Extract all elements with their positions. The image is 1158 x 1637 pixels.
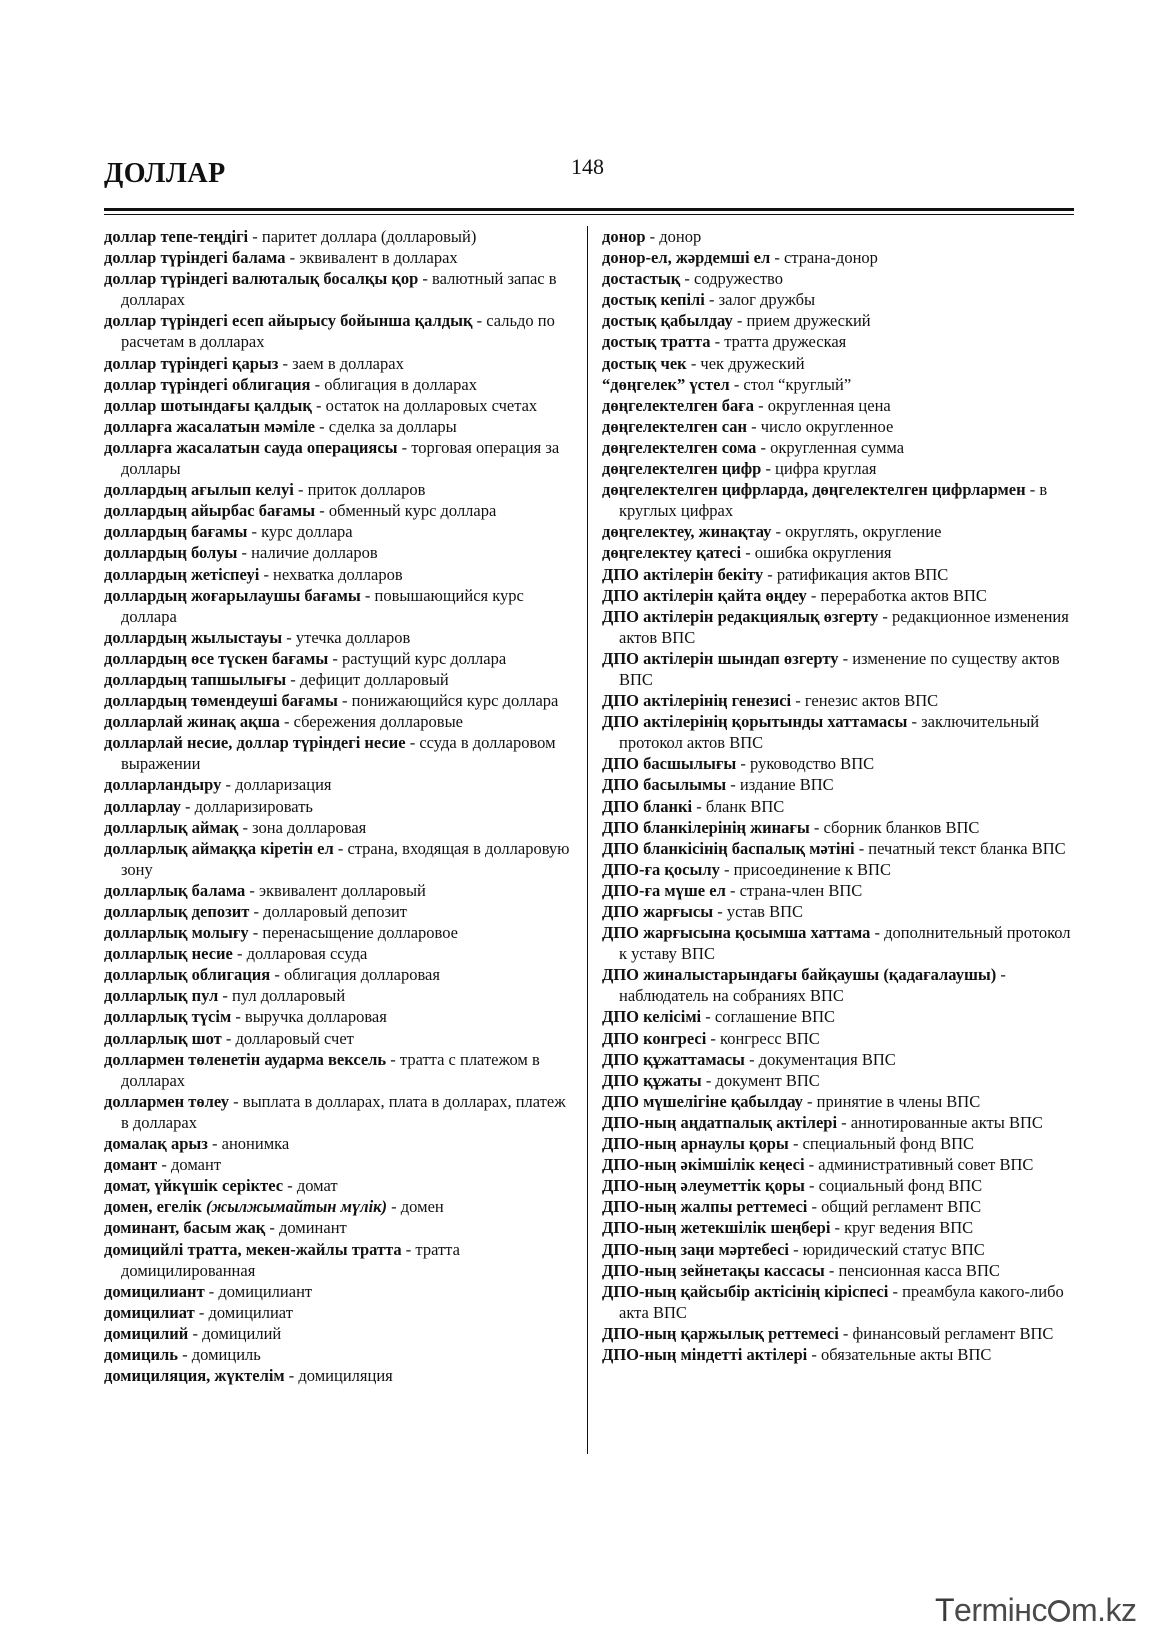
entry-definition: - долларовая ссуда [232,944,368,964]
entry-definition: - дополнительный протокол к уставу ВПС [619,923,1071,964]
entry-definition: - общий регламент ВПС [807,1197,982,1217]
entry-definition: - нехватка долларов [259,564,403,584]
entry-term: доллармен төлеу [104,1091,230,1111]
dictionary-entry [602,648,1074,690]
entry-term: ДПО актілерінің генезисі [602,691,792,711]
dictionary-entry [104,353,574,374]
dictionary-entry [602,416,1074,437]
entry-term: ДПО-ның әлеуметтік қоры [602,1176,805,1196]
dictionary-entry [104,479,574,500]
entry-definition: - округленная сумма [756,437,905,457]
entry-term: дөңгелектелген сан [602,416,747,436]
entry-term: дөңгелектелген цифрларда, дөңгелектелген цифрлармен [602,480,1026,500]
dictionary-entry [104,732,574,774]
entry-definition: - обязательные акты ВПС [807,1344,992,1364]
entry-term: ДПО мүшелігіне қабылдау [602,1091,803,1111]
dictionary-entry [602,1049,1074,1070]
entry-definition: - генезис актов ВПС [791,691,939,711]
entry-term: долларлай жинақ ақша [104,712,280,732]
dictionary-entry [602,479,1074,521]
dictionary-entry [602,1006,1074,1027]
entry-term: долларлық шот [104,1028,222,1048]
entry-definition: - утечка долларов [282,627,411,647]
entry-term: долларлау [104,796,181,816]
header-rule-thin [104,214,1074,215]
entry-term: долларлық несие [104,944,233,964]
entry-term: доллар түріндегі есеп айырысу бойынша қалдық [104,311,473,331]
dictionary-entry [602,1112,1074,1133]
entry-definition: - торговая операция за доллары [121,437,560,479]
entry-term: донор-ел, жәрдемші ел [602,248,771,268]
running-head: ДОЛЛАР [104,158,226,189]
entry-term: доллардың жоғарылаушы бағамы [104,585,361,605]
dictionary-entry [104,774,574,795]
entry-term: ДПО актілерін шындап өзгерту [602,648,839,668]
entry-term: доллардың болуы [104,543,238,563]
dictionary-entry [602,374,1074,395]
entry-definition: - заключительный протокол актов ВПС [619,712,1040,753]
entry-term-italic: (жылжымайтын мүлік) [206,1197,388,1217]
dictionary-entry [104,1049,574,1091]
entry-term: достық тратта [602,332,711,352]
left-column [104,226,574,1386]
dictionary-entry [104,585,574,627]
entry-definition: - страна-член ВПС [725,880,863,900]
entry-definition: - домат [283,1176,338,1196]
entry-term: доллар түріндегі қарыз [104,353,279,373]
entry-definition: - домициляция [284,1366,393,1386]
entry-definition: - редакционное изменения актов ВПС [619,606,1069,647]
entry-term: ДПО-ның жалпы реттемесі [602,1197,808,1217]
dictionary-entry [602,880,1074,901]
dictionary-entry [602,564,1074,585]
dictionary-entry [104,564,574,585]
entry-term: доллармен төленетін аударма вексель [104,1049,387,1069]
entry-term: ДПО-ға мүше ел [602,880,726,900]
dictionary-entry [602,1196,1074,1217]
dictionary-entry [602,1091,1074,1112]
dictionary-entry [602,1344,1074,1365]
entry-term: дөңгелектелген сома [602,437,757,457]
entry-term: домицилиат [104,1302,195,1322]
dictionary-entry [602,1133,1074,1154]
dictionary-entry [104,1175,574,1196]
entry-definition: - круг ведения ВПС [830,1218,974,1238]
entry-term: ДПО-ның заңи мәртебесі [602,1239,789,1259]
dictionary-entry [104,943,574,964]
entry-definition: - наличие долларов [237,543,378,563]
entry-term: дөңгелектеу қатесі [602,543,742,563]
dictionary-entry [104,500,574,521]
entry-term: донор [602,227,646,246]
entry-definition: - анонимка [207,1134,290,1154]
dictionary-entry [602,331,1074,352]
entry-term: доллардың ағылып келуі [104,480,294,500]
dictionary-entry [104,395,574,416]
dictionary-entry [104,310,574,352]
entry-term: ДПО-ның жетекшілік шеңбері [602,1218,831,1238]
dictionary-entry [602,268,1074,289]
entry-definition: - выплата в долларах, плата в долларах, платеж в долларах [121,1091,566,1132]
logo-circle-icon [1048,1600,1070,1622]
entry-definition: - наблюдатель на собраниях ВПС [619,965,1006,1006]
entry-definition: - округленная цена [753,395,891,415]
entry-term: ДПО-ның қайсыбір актісінің кіріспесі [602,1281,889,1301]
dictionary-entry [104,1344,574,1365]
dictionary-entry [602,796,1074,817]
entry-definition: - остаток на долларовых счетах [311,395,538,415]
entry-definition: - повышающийся курс доллара [121,585,524,626]
entry-definition: - эквивалент в долларах [285,248,458,268]
dictionary-entry [104,1154,574,1175]
entry-term: ДПО жиналыстарындағы байқаушы (қадағалаушы) [602,965,997,985]
dictionary-entry [104,1133,574,1154]
entry-definition: - в круглых цифрах [619,480,1048,521]
entry-term: доллар түріндегі облигация [104,374,311,394]
entry-term: долларлық молығу [104,923,249,943]
entry-term: долларлық түсім [104,1007,232,1027]
entry-term: ДПО-ның қаржылық реттемесі [602,1323,839,1343]
entry-term: домициляция, жүктелім [104,1366,285,1386]
dictionary-entry [602,922,1074,964]
dictionary-entry [602,226,1074,247]
entry-term: ДПО-ның зейнетақы кассасы [602,1260,825,1280]
dictionary-entry [602,1154,1074,1175]
entry-term: доллардың жетіспеуі [104,564,260,584]
logo-text-end: m.kz [1070,1592,1137,1628]
entry-definition: - понижающийся курс доллара [337,691,559,711]
entry-term: ДПО актілерін редакциялық өзгерту [602,606,879,626]
dictionary-entry [104,1196,574,1217]
entry-term: ДПО-ға қосылу [602,859,720,879]
entry-term: ДПО құжаттамасы [602,1049,745,1069]
entry-term: доллардың айырбас бағамы [104,501,316,521]
entry-definition: - эквивалент долларовый [245,880,426,900]
dictionary-entry [602,395,1074,416]
dictionary-entry [104,226,574,247]
dictionary-entry [104,985,574,1006]
entry-definition: - пенсионная касса ВПС [824,1260,1000,1280]
entry-term: домант [104,1155,158,1175]
dictionary-entry [104,247,574,268]
entry-term: ДПО бланкісінің баспалық мәтіні [602,838,855,858]
entry-term: достық кепілі [602,290,705,310]
entry-term: ДПО құжаты [602,1070,702,1090]
entry-term: доллардың бағамы [104,522,248,542]
entry-term: “дөңгелек” үстел [602,374,730,394]
entry-term: достық қабылдау [602,311,733,331]
entry-term: долларға жасалатын сауда операциясы [104,437,398,457]
dictionary-entry [104,1028,574,1049]
entry-definition: - выручка долларовая [231,1007,387,1027]
entry-term: достастық [602,269,681,289]
entry-definition: - зона долларовая [238,817,367,837]
entry-term: долларландыру [104,775,222,795]
dictionary-entry [104,1281,574,1302]
entry-definition: - устав ВПС [713,902,804,921]
dictionary-entry [602,542,1074,563]
entry-definition: - сбережения долларовые [279,712,464,732]
entry-term: домат, үйкүшік серіктес [104,1176,284,1196]
entry-definition: - печатный текст бланка ВПС [854,838,1066,858]
entry-definition: - тратта домицилированная [121,1239,460,1280]
entry-term: долларлық пул [104,986,219,1006]
entry-definition: - домицилиат [194,1302,293,1322]
entry-definition: - специальный фонд ВПС [788,1134,975,1154]
entry-term: ДПО-ның арнаулы қоры [602,1134,789,1154]
entry-definition: - долларизировать [180,796,313,816]
page-header [104,150,1074,210]
entry-definition: - число округленное [747,416,894,436]
entry-term: долларлық депозит [104,902,250,921]
entry-definition: - тратта с платежом в долларах [121,1049,540,1090]
logo-text-start: T [935,1592,955,1628]
dictionary-entry [602,1260,1074,1281]
entry-definition: - аннотированные акты ВПС [837,1112,1043,1132]
entry-term: ДПО бланкі [602,796,693,816]
dictionary-entry [602,1028,1074,1049]
entry-definition: - сборник бланков ВПС [809,817,980,837]
dictionary-entry [602,1239,1074,1260]
entry-definition: - заем в долларах [278,353,404,373]
entry-term: домицилиант [104,1281,205,1301]
entry-definition: - финансовый регламент ВПС [838,1323,1054,1343]
entry-definition: - издание ВПС [726,775,834,795]
entry-definition: - растущий курс доллара [328,648,507,668]
entry-definition: - изменение по существу актов ВПС [619,648,1060,689]
entry-definition: - домант [157,1155,222,1175]
dictionary-entry [602,690,1074,711]
entry-definition: - прием дружеский [732,311,871,331]
entry-term: домицийлі тратта, мекен-жайлы тратта [104,1239,402,1259]
right-column [602,226,1074,1365]
dictionary-entry [104,437,574,479]
dictionary-entry [602,585,1074,606]
dictionary-entry [104,1365,574,1386]
entry-definition: - домицилий [188,1323,282,1343]
entry-definition: - округлять, округление [771,522,942,542]
entry-term: доллардың тапшылығы [104,669,287,689]
dictionary-entry [602,838,1074,859]
entry-term: дөңгелектеу, жинақтау [602,522,772,542]
dictionary-entry [104,374,574,395]
entry-term: ДПО-ның әкімшілік кеңесі [602,1155,805,1175]
entry-definition: - залог дружбы [704,290,816,310]
entry-definition: - административный совет ВПС [804,1155,1034,1175]
entry-definition: - руководство ВПС [736,754,875,774]
dictionary-entry [104,901,574,922]
termincom-logo [935,1592,1145,1632]
dictionary-entry [104,1323,574,1344]
entry-definition: - юридический статус ВПС [788,1239,985,1259]
dictionary-entry [104,796,574,817]
entry-term: доллардың төмендеуші бағамы [104,691,338,711]
entry-definition: - донор [645,227,702,246]
dictionary-entry [602,964,1074,1006]
dictionary-entry [104,1239,574,1281]
dictionary-entry [602,1175,1074,1196]
dictionary-entry [602,289,1074,310]
entry-term: долларлық аймақ [104,817,239,837]
entry-definition: - доминант [265,1218,347,1238]
entry-definition: - домициль [178,1344,261,1364]
entry-term: дөңгелектелген баға [602,395,754,415]
entry-term: ДПО-ның аңдатпалық актілері [602,1112,838,1132]
dictionary-entry [104,817,574,838]
entry-term: долларға жасалатын мәміле [104,416,315,436]
entry-term: долларлық облигация [104,965,271,985]
entry-term: домен, егелік [104,1197,206,1217]
entry-term: долларлық балама [104,880,246,900]
dictionary-entry [104,416,574,437]
entry-term: ДПО актілерін қайта өңдеу [602,585,807,605]
entry-definition: - паритет доллара (долларовый) [248,227,477,246]
entry-definition: - социальный фонд ВПС [804,1176,983,1196]
entry-definition: - документ ВПС [701,1070,820,1090]
dictionary-entry [602,1217,1074,1238]
dictionary-entry [602,437,1074,458]
entry-definition: - ссуда в долларовом выражении [121,733,556,774]
entry-term: ДПО актілерін бекіту [602,564,764,584]
dictionary-entry [602,521,1074,542]
dictionary-entry [602,1070,1074,1091]
entry-term: доллардың жылыстауы [104,627,283,647]
entry-definition: - содружество [680,269,783,289]
entry-term: доллардың өсе түскен бағамы [104,648,329,668]
entry-definition: - долларовый счет [221,1028,354,1048]
dictionary-entry [602,353,1074,374]
dictionary-entry [104,1091,574,1133]
dictionary-entry [104,838,574,880]
entry-definition: - тратта дружеская [710,332,847,352]
entry-term: ДПО-ның міндетті актілері [602,1344,808,1364]
entry-definition: - чек дружеский [686,353,805,373]
entry-definition: - принятие в члены ВПС [802,1091,981,1111]
entry-term: дөңгелектелген цифр [602,459,762,479]
dictionary-entry [104,711,574,732]
logo-text-middle: ermінc [954,1592,1047,1628]
page-number: 148 [571,154,604,179]
entry-term: ДПО жарғысы [602,902,714,921]
dictionary-entry [602,774,1074,795]
entry-definition: - домицилиант [204,1281,313,1301]
entry-definition: - приток долларов [293,480,426,500]
dictionary-entry [104,1217,574,1238]
entry-definition: - цифра круглая [761,459,877,479]
entry-term: долларлық аймаққа кіретін ел [104,838,334,858]
dictionary-entry [602,606,1074,648]
entry-term: доллар тепе-теңдігі [104,227,249,246]
entry-definition: - валютный запас в долларах [121,269,557,310]
entry-definition: - обменный курс доллара [315,501,497,521]
entry-term: ДПО бланкілерінің жинағы [602,817,810,837]
dictionary-entry [602,817,1074,838]
entry-term: домицилий [104,1323,189,1343]
entry-term: доллар түріндегі балама [104,248,286,268]
dictionary-entry [602,901,1074,922]
entry-definition: - ошибка округления [741,543,892,563]
column-divider [587,226,588,1454]
dictionary-entry [104,880,574,901]
entry-definition: - стол “круглый” [729,374,852,394]
entry-definition: - курс доллара [247,522,353,542]
entry-term: достық чек [602,353,687,373]
entry-definition: - долларизация [221,775,332,795]
entry-term: ДПО актілерінің қорытынды хаттамасы [602,712,908,732]
header-rule-thick [104,208,1074,211]
entry-definition: - переработка актов ВПС [806,585,987,605]
entry-term: домалақ арыз [104,1134,208,1154]
entry-term: доллар шотындағы қалдық [104,395,312,415]
dictionary-entry [602,1281,1074,1323]
dictionary-entry [104,690,574,711]
dictionary-entry [104,1302,574,1323]
dictionary-entry [104,521,574,542]
dictionary-entry [104,669,574,690]
dictionary-entry [602,247,1074,268]
entry-definition: - сделка за доллары [315,416,457,436]
dictionary-entry [104,268,574,310]
dictionary-entry [602,711,1074,753]
entry-term: доминант, басым жақ [104,1218,266,1238]
entry-definition: - домен [387,1197,444,1217]
entry-definition: - документация ВПС [744,1049,896,1069]
dictionary-entry [104,922,574,943]
entry-definition: - ратификация актов ВПС [763,564,949,584]
entry-definition: - пул долларовый [218,986,346,1006]
entry-definition: - конгресс ВПС [706,1028,820,1048]
entry-definition: - облигация долларовая [270,965,440,985]
dictionary-entry [104,1006,574,1027]
entry-term: ДПО басылымы [602,775,727,795]
dictionary-entry [104,964,574,985]
entry-term: доллар түріндегі валюталық босалқы қор [104,269,419,289]
entry-term: ДПО келісімі [602,1007,702,1027]
entry-definition: - преамбула какого-либо акта ВПС [619,1281,1064,1322]
entry-definition: - бланк ВПС [692,796,785,816]
entry-definition: - страна-донор [770,248,878,268]
dictionary-entry [602,753,1074,774]
entry-definition: - дефицит долларовый [286,669,449,689]
entry-definition: - долларовый депозит [249,902,408,921]
entry-definition: - облигация в долларах [310,374,477,394]
dictionary-entry [602,1323,1074,1344]
entry-term: долларлай несие, доллар түріндегі несие [104,733,406,753]
dictionary-entry [602,458,1074,479]
entry-definition: - страна, входящая в долларовую зону [121,838,570,879]
entry-term: ДПО басшылығы [602,754,737,774]
entry-definition: - перенасыщение долларовое [248,923,458,943]
entry-term: ДПО конгресі [602,1028,707,1048]
entry-definition: - соглашение ВПС [701,1007,836,1027]
entry-definition: - сальдо по расчетам в долларах [121,311,555,352]
dictionary-entry [602,859,1074,880]
dictionary-entry [602,310,1074,331]
dictionary-entry [104,542,574,563]
entry-definition: - присоединение к ВПС [719,859,891,879]
dictionary-entry [104,627,574,648]
dictionary-entry [104,648,574,669]
entry-term: ДПО жарғысына қосымша хаттама [602,923,871,943]
entry-term: домициль [104,1344,179,1364]
